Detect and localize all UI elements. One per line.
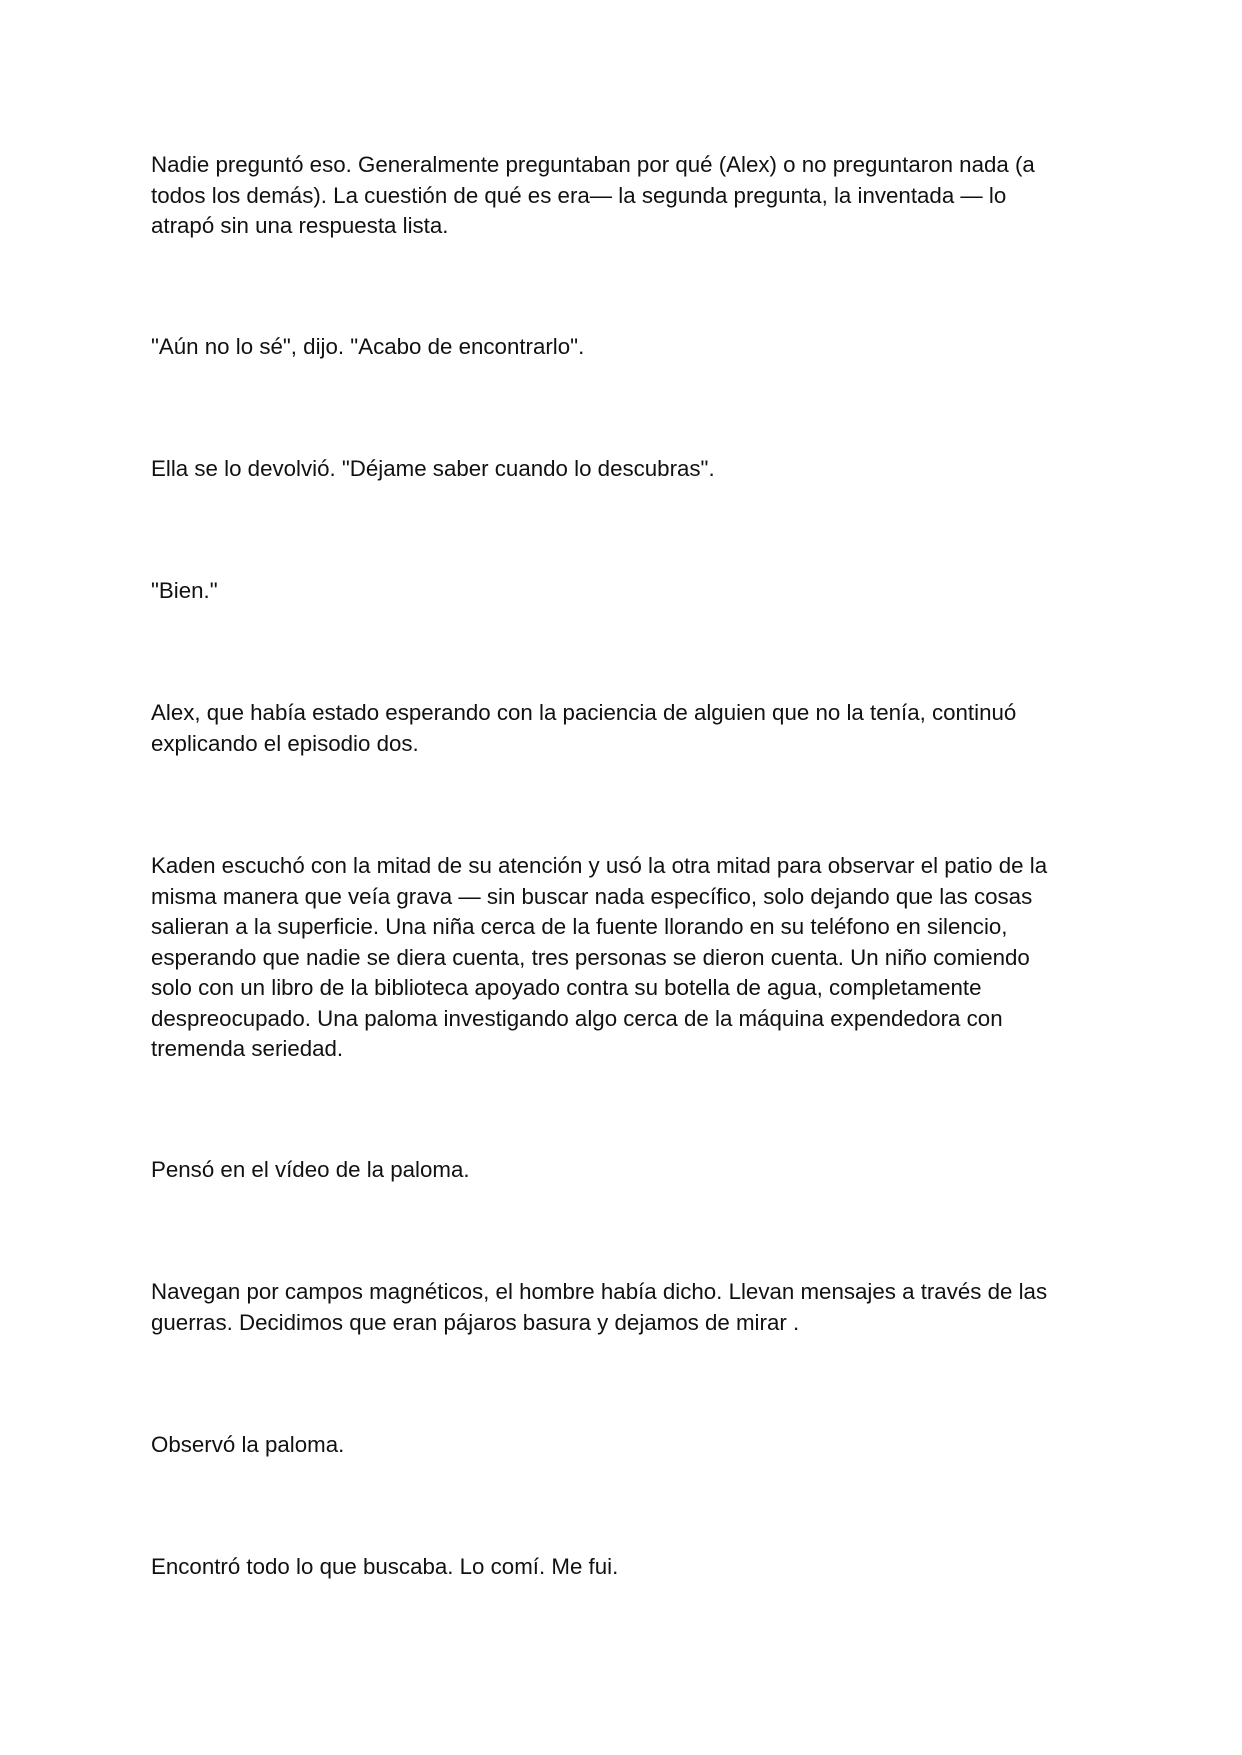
paragraph-5: Alex, que había estado esperando con la paciencia de alguien que no la tenía, continuó explicando el episodio dos. [151, 700, 1017, 756]
paragraph-2: "Aún no lo sé", dijo. "Acabo de encontrarlo". [151, 334, 585, 359]
paragraph-8: Navegan por campos magnéticos, el hombre había dicho. Llevan mensajes a través de las guerras. Decidimos que eran pájaros basura y dejamos de mirar . [151, 1279, 1048, 1335]
paragraph-1: Nadie preguntó eso. Generalmente preguntaban por qué (Alex) o no preguntaron nada (a todos los demás). La cuestión de qué es era— la segunda pregunta, la inventada — lo atrapó sin una respuesta lista. [151, 152, 1035, 238]
paragraph-10: Encontró todo lo que buscaba. Lo comí. Me fui. [151, 1554, 619, 1579]
paragraph-4: "Bien." [151, 578, 218, 603]
paragraph-7: Pensó en el vídeo de la paloma. [151, 1157, 470, 1182]
paragraph-6: Kaden escuchó con la mitad de su atención y usó la otra mitad para observar el patio de la misma manera que veía grava — sin buscar nada específico, solo dejando que las cosas salieran a la superficie. Una niña cerca de la fuente llorando en su teléfono en silencio, esperando que nadie se diera cuenta, tres personas se dieron cuenta. Un niño comiendo solo con un libro de la biblioteca apoyado contra su botella de agua, completamente despreocupado. Una paloma investigando algo cerca de la máquina expendedora con tremenda seriedad. [151, 853, 1048, 1061]
paragraph-9: Observó la paloma. [151, 1432, 345, 1457]
paragraph-3: Ella se lo devolvió. "Déjame saber cuando lo descubras". [151, 456, 715, 481]
